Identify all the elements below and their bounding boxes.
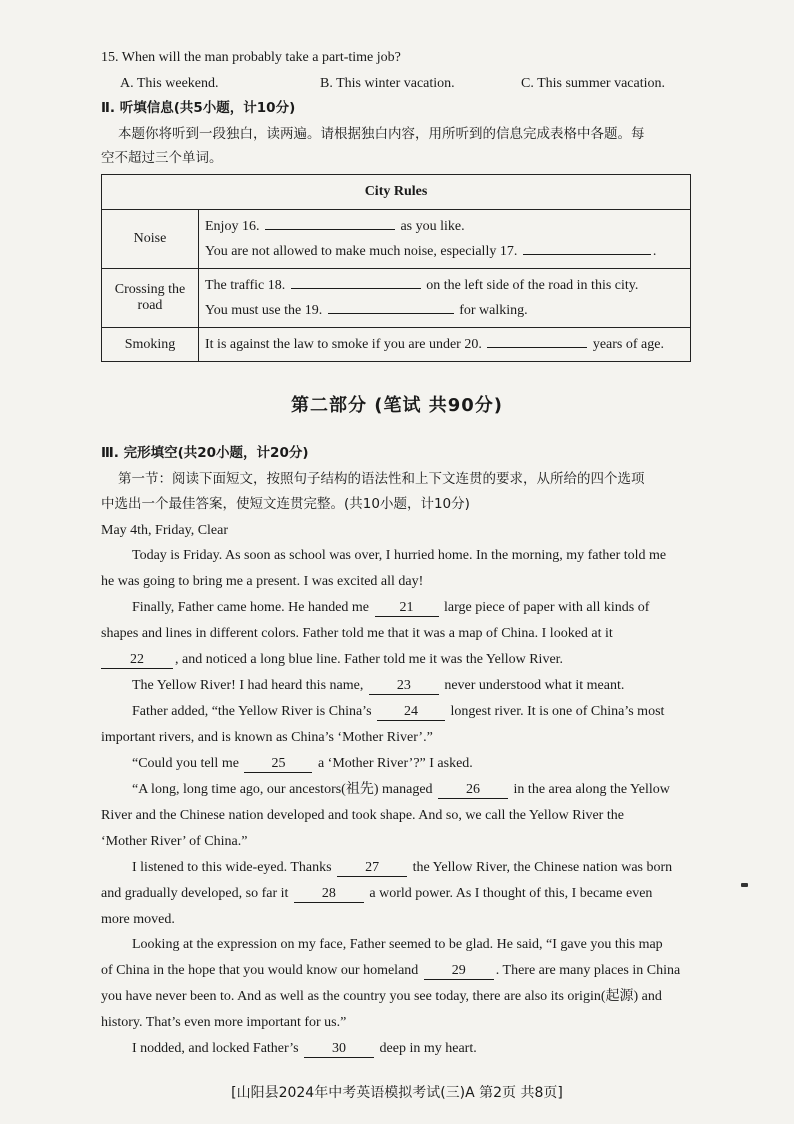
page-footer: [山阳县2024年中考英语模拟考试(三)A 第2页 共8页] bbox=[231, 1085, 563, 1101]
table-title: City Rules bbox=[102, 175, 691, 210]
part3-instruction-1: 第一节：阅读下面短文，按照句子结构的语法性和上下文连贯的要求，从所给的四个选项 bbox=[118, 471, 645, 487]
passage-line: “Could you tell me 25 a ‘Mother River’?” I asked. bbox=[132, 756, 473, 771]
answer-blank-17[interactable] bbox=[523, 254, 651, 255]
blank-29[interactable]: 29 bbox=[424, 963, 494, 980]
passage-line: 22 , and noticed a long blue line. Father told me it was the Yellow River. bbox=[101, 650, 563, 670]
part2-instruction-2: 空不超过三个单词。 bbox=[101, 150, 223, 166]
row-category: Noise bbox=[102, 210, 199, 269]
passage-line: important rivers, and is known as China’s ‘Mother River’.” bbox=[101, 730, 433, 745]
blank-21[interactable]: 21 bbox=[375, 600, 439, 617]
passage-line: Today is Friday. As soon as school was over, I hurried home. In the morning, my father told me bbox=[132, 548, 667, 563]
passage-line: of China in the hope that you would know our homeland 29 . There are many places in China bbox=[101, 963, 681, 978]
section-title: 第二部分 (笔试 共90分) bbox=[290, 395, 504, 416]
answer-blank-20[interactable] bbox=[487, 347, 587, 348]
row-content: Enjoy 16. as you like. You are not allowed to make much noise, especially 17. . bbox=[199, 210, 691, 269]
row-category: Crossing the road bbox=[102, 269, 199, 328]
blank-23[interactable]: 23 bbox=[369, 678, 439, 695]
scan-mark bbox=[741, 883, 748, 887]
option-b: B. This winter vacation. bbox=[320, 76, 455, 91]
row-content: It is against the law to smoke if you are under 20. years of age. bbox=[199, 328, 691, 362]
answer-blank-16[interactable] bbox=[265, 229, 395, 230]
city-rules-table bbox=[101, 174, 691, 362]
passage-line: Looking at the expression on my face, Father seemed to be glad. He said, “I gave you this map bbox=[132, 937, 663, 952]
passage-line: The Yellow River! I had heard this name, 23 never understood what it meant. bbox=[132, 678, 625, 693]
passage-line: I listened to this wide-eyed. Thanks 27 the Yellow River, the Chinese nation was born bbox=[132, 860, 673, 875]
blank-22[interactable]: 22 bbox=[101, 652, 173, 669]
option-a: A. This weekend. bbox=[120, 76, 219, 91]
passage-line: shapes and lines in different colors. Father told me that it was a map of China. I looked at it bbox=[101, 626, 613, 641]
row-content: The traffic 18. on the left side of the road in this city. You must use the 19. for walking. bbox=[199, 269, 691, 328]
table-row-crossing bbox=[102, 269, 691, 328]
passage-line: River and the Chinese nation developed and took shape. And so, we call the Yellow River the bbox=[101, 808, 624, 823]
passage-line: Finally, Father came home. He handed me 21 large piece of paper with all kinds of bbox=[132, 600, 650, 615]
part2-instruction-1: 本题你将听到一段独白，读两遍。请根据独白内容，用所听到的信息完成表格中各题。每 bbox=[118, 126, 645, 142]
blank-25[interactable]: 25 bbox=[244, 756, 312, 773]
blank-26[interactable]: 26 bbox=[438, 782, 508, 799]
passage-line: history. That’s even more important for us.” bbox=[101, 1015, 347, 1030]
blank-30[interactable]: 30 bbox=[304, 1041, 374, 1058]
answer-blank-18[interactable] bbox=[291, 288, 421, 289]
diary-date: May 4th, Friday, Clear bbox=[101, 523, 229, 538]
passage-line: I nodded, and locked Father’s 30 deep in my heart. bbox=[132, 1041, 477, 1056]
blank-27[interactable]: 27 bbox=[337, 860, 407, 877]
question-15: 15. When will the man probably take a part-time job? bbox=[101, 50, 401, 65]
table-row-smoking bbox=[102, 328, 691, 362]
answer-blank-19[interactable] bbox=[328, 313, 454, 314]
part3-instruction-2: 中选出一个最佳答案，使短文连贯完整。(共10小题，计10分) bbox=[101, 496, 470, 512]
passage-line: ‘Mother River’ of China.” bbox=[101, 834, 248, 849]
option-c: C. This summer vacation. bbox=[521, 76, 665, 91]
blank-24[interactable]: 24 bbox=[377, 704, 445, 721]
row-category: Smoking bbox=[102, 328, 199, 362]
passage-line: you have never been to. And as well as the country you see today, there are also its origin(起源) and bbox=[101, 989, 662, 1004]
passage-line: he was going to bring me a present. I was excited all day! bbox=[101, 574, 424, 589]
part3-heading: Ⅲ. 完形填空(共20小题，计20分) bbox=[101, 445, 309, 461]
passage-line: more moved. bbox=[101, 912, 175, 927]
passage-line: “A long, long time ago, our ancestors(祖先) managed 26 in the area along the Yellow bbox=[132, 782, 670, 797]
passage-line: and gradually developed, so far it 28 a world power. As I thought of this, I became even bbox=[101, 886, 653, 901]
blank-28[interactable]: 28 bbox=[294, 886, 364, 903]
table-row-noise bbox=[102, 210, 691, 269]
passage-line: Father added, “the Yellow River is China’s 24 longest river. It is one of China’s most bbox=[132, 704, 665, 719]
part2-heading: Ⅱ. 听填信息(共5小题，计10分) bbox=[101, 100, 296, 116]
